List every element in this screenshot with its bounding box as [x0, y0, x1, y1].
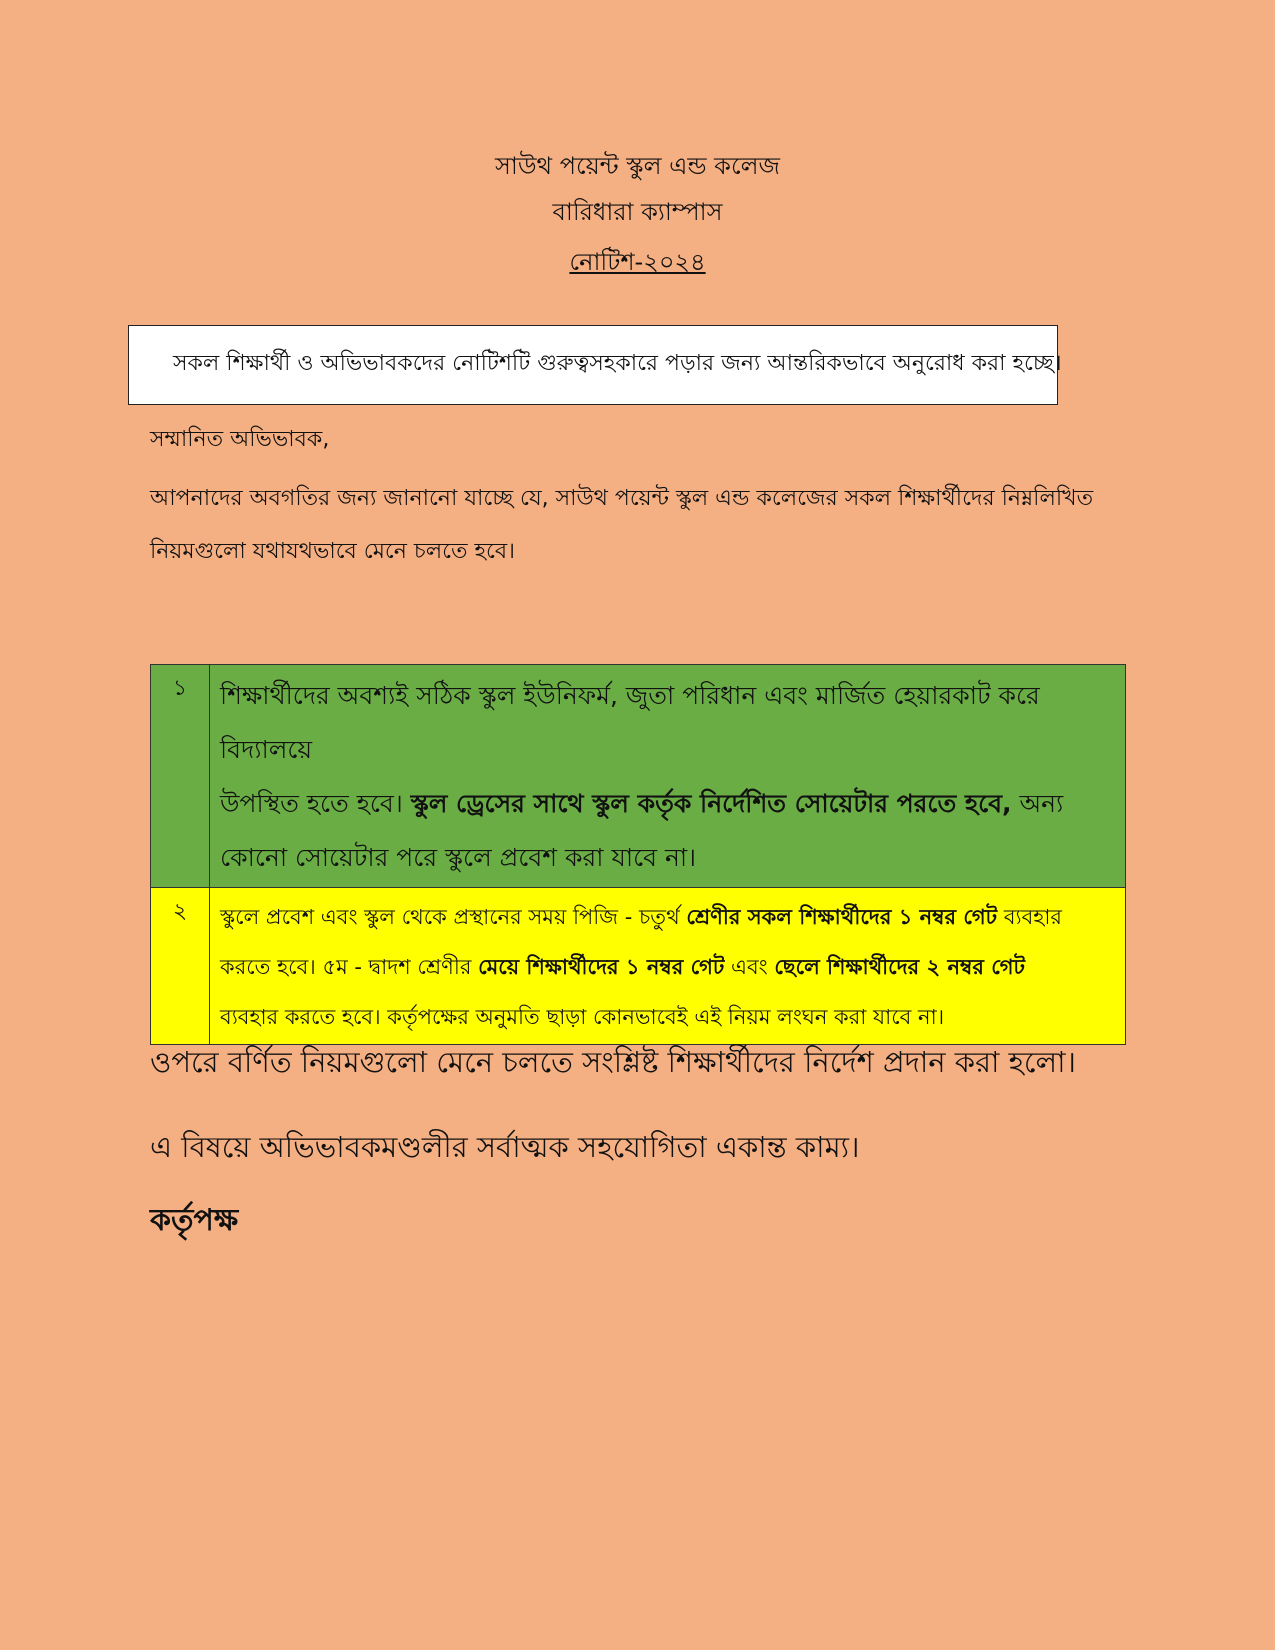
rule-2-line-1 [220, 892, 1115, 942]
rule-2-line-3: ব্যবহার করতে হবে। কর্তৃপক্ষের অনুমতি ছাড়া কোনভাবেই এই নিয়ম লংঘন করা যাবে না। [220, 1005, 945, 1029]
signature: কর্তৃপক্ষ [150, 1203, 239, 1238]
rule-2-line-1-tail: ব্যবহার [997, 905, 1062, 929]
rule-1-line-3: কোনো সোয়েটার পরে স্কুলে প্রবেশ করা যাবে না। [220, 843, 697, 872]
rule-row-2 [151, 888, 1126, 1045]
closing-line-2: এ বিষয়ে অভিভাবকমণ্ডলীর সর্বাত্মক সহযোগিতা একান্ত কাম্য। [150, 1130, 860, 1164]
salutation: সম্মানিত অভিভাবক, [150, 427, 330, 452]
rule-1-line-2 [220, 777, 1115, 831]
intro-line-2: নিয়মগুলো যথাযথভাবে মেনে চলতে হবে। [150, 539, 516, 564]
rule-1-line-1: শিক্ষার্থীদের অবশ্যই সঠিক স্কুল ইউনিফর্ম, জুতা পরিধান এবং মার্জিত হেয়ারকাট করে বিদ্যালয়ে [220, 681, 1040, 764]
notice-box-text: সকল শিক্ষার্থী ও অভিভাবকদের নোটিশটি গুরুত্বসহকারে পড়ার জন্য আন্তরিকভাবে অনুরোধ করা হচ্ছে। [173, 351, 1062, 376]
campus-name: বারিধারা ক্যাম্পাস [552, 198, 723, 226]
intro-line-1: আপনাদের অবগতির জন্য জানানো যাচ্ছে যে, সাউথ পয়েন্ট স্কুল এন্ড কলেজের সকল শিক্ষার্থীদের নিম্নলিখিত [150, 486, 1094, 511]
rule-1-line-2-tail: অন্য [1011, 789, 1064, 818]
rule-2-line-2-bold-1: মেয়ে শিক্ষার্থীদের ১ নম্বর গেট [478, 955, 725, 979]
rule-number-1: ১ [151, 665, 210, 888]
rule-2-line-1-bold: শ্রেণীর সকল শিক্ষার্থীদের ১ নম্বর গেট [686, 905, 998, 929]
rule-2-line-2-plain: করতে হবে। ৫ম - দ্বাদশ শ্রেণীর [220, 955, 479, 979]
rule-2-line-1-plain: স্কুলে প্রবেশ এবং স্কুল থেকে প্রস্থানের সময় পিজি - চতুর্থ [220, 905, 687, 929]
school-name: সাউথ পয়েন্ট স্কুল এন্ড কলেজ [495, 152, 780, 180]
rule-1-line-2-plain: উপস্থিত হতে হবে। [220, 789, 411, 818]
rules-table [150, 664, 1126, 1045]
rule-number-2: ২ [151, 888, 210, 1045]
closing-line-1: ওপরে বর্ণিত নিয়মগুলো মেনে চলতে সংশ্লিষ্ট শিক্ষার্থীদের নির্দেশ প্রদান করা হলো। [150, 1045, 1076, 1079]
rule-1-line-2-bold: স্কুল ড্রেসের সাথে স্কুল কর্তৃক নির্দেশিত সোয়েটার পরতে হবে, [410, 789, 1012, 818]
rule-text-1 [210, 665, 1126, 888]
rule-2-line-2-bold-2: ছেলে শিক্ষার্থীদের ২ নম্বর গেট [774, 955, 1025, 979]
rule-2-line-2 [220, 942, 1115, 992]
notice-box [128, 325, 1062, 405]
notice-title: নোটিশ-২০২৪ [569, 248, 706, 276]
rule-text-2 [210, 888, 1126, 1045]
rule-row-1 [151, 665, 1126, 888]
rule-2-line-2-mid: এবং [724, 955, 775, 979]
